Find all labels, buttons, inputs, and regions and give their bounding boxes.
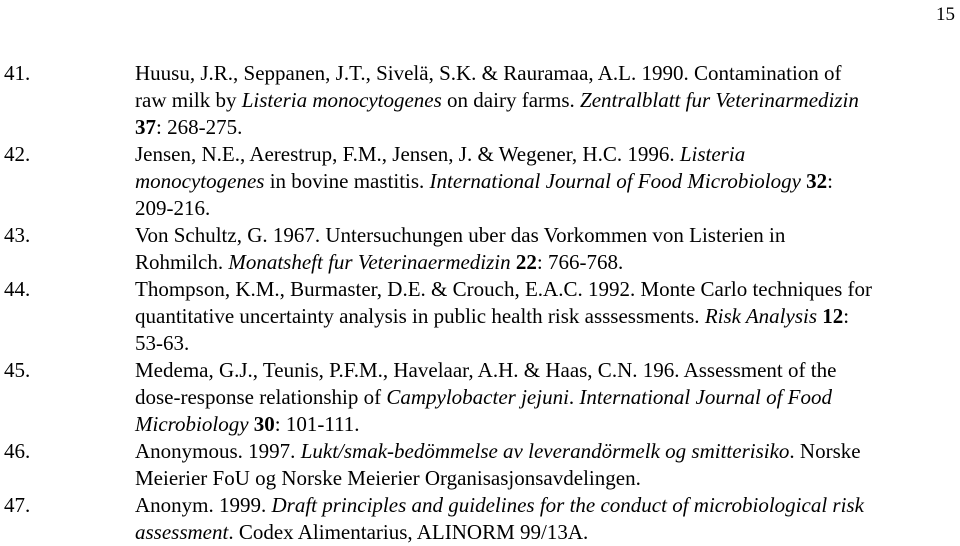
- reference-line: [135, 330, 935, 357]
- text-segment: Thompson, K.M., Burmaster, D.E. & Crouch, E.A.C. 1992. Monte Carlo techniques for: [135, 277, 872, 301]
- reference-line: [135, 411, 935, 438]
- reference-line: [135, 384, 935, 411]
- text-segment: quantitative uncertainty analysis in public health risk asssessments.: [135, 304, 705, 328]
- italic-text: Listeria: [679, 142, 746, 166]
- reference-line: [135, 276, 935, 303]
- volume-number: 12: [822, 304, 844, 328]
- volume-number: 37: [135, 115, 156, 139]
- text-segment: :: [827, 169, 833, 193]
- reference-text: [135, 60, 935, 141]
- text-segment: raw milk by: [135, 88, 242, 112]
- text-segment: : 268-275.: [156, 115, 243, 139]
- reference-line: [135, 114, 935, 141]
- text-segment: .: [568, 385, 580, 409]
- reference-number: 46.: [4, 439, 31, 463]
- reference-text: [135, 276, 935, 357]
- reference-line: [135, 303, 935, 330]
- volume-number: 32: [806, 169, 828, 193]
- text-segment: on dairy farms.: [441, 88, 581, 112]
- italic-text: Risk Analysis: [704, 304, 818, 328]
- text-segment: Jensen, N.E., Aerestrup, F.M., Jensen, J. & Wegener, H.C. 1996.: [135, 142, 680, 166]
- reference-line: [135, 87, 935, 114]
- reference-item: [0, 60, 960, 141]
- reference-number: 44.: [4, 277, 31, 301]
- reference-line: [135, 357, 935, 384]
- text-segment: Von Schultz, G. 1967. Untersuchungen uber das Vorkommen von Listerien in: [135, 223, 786, 247]
- text-segment: . Norske: [789, 439, 861, 463]
- text-segment: . Codex Alimentarius, ALINORM 99/13A.: [228, 520, 589, 544]
- text-segment: 209-216.: [135, 196, 211, 220]
- reference-text: [135, 222, 935, 276]
- reference-number: 41.: [4, 61, 31, 85]
- text-segment: Medema, G.J., Teunis, P.F.M., Havelaar, A.H. & Haas, C.N. 196. Assessment of the: [135, 358, 837, 382]
- italic-text: Microbiology: [135, 412, 249, 436]
- reference-number: 47.: [4, 493, 31, 517]
- reference-line: [135, 249, 935, 276]
- reference-line: [135, 438, 935, 465]
- reference-list: [0, 60, 960, 546]
- reference-line: [135, 195, 935, 222]
- reference-line: [135, 141, 935, 168]
- reference-text: [135, 492, 935, 546]
- text-segment: :: [843, 304, 850, 328]
- italic-text: Draft principles and guidelines for the conduct of microbiological risk: [271, 493, 864, 517]
- text-segment: Anonym. 1999.: [135, 493, 272, 517]
- text-segment: Rohmilch.: [135, 250, 229, 274]
- text-segment: Anonymous. 1997.: [135, 439, 301, 463]
- text-segment: in bovine mastitis.: [264, 169, 430, 193]
- page-number: 15: [936, 4, 955, 25]
- italic-text: Zentralblatt fur Veterinarmedizin: [580, 88, 859, 112]
- italic-text: monocytogenes: [135, 169, 265, 193]
- text-segment: : 766-768.: [536, 250, 624, 274]
- reference-item: [0, 438, 960, 492]
- reference-item: [0, 357, 960, 438]
- reference-item: [0, 492, 960, 546]
- reference-item: [0, 276, 960, 357]
- reference-text: [135, 357, 935, 438]
- reference-line: [135, 222, 935, 249]
- reference-number: 43.: [4, 223, 31, 247]
- text-segment: 53-63.: [135, 331, 190, 355]
- italic-text: International Journal of Food: [579, 385, 832, 409]
- reference-item: [0, 222, 960, 276]
- volume-number: 22: [515, 250, 537, 274]
- reference-item: [0, 141, 960, 222]
- reference-number: 42.: [4, 142, 31, 166]
- volume-number: 30: [253, 412, 275, 436]
- italic-text: Listeria monocytogenes: [241, 88, 442, 112]
- italic-text: Campylobacter jejuni: [386, 385, 569, 409]
- reference-line: [135, 492, 935, 519]
- italic-text: assessment: [135, 520, 229, 544]
- reference-text: [135, 141, 935, 222]
- italic-text: Monatsheft fur Veterinaermedizin: [228, 250, 511, 274]
- text-segment: dose-response relationship of: [135, 385, 387, 409]
- text-segment: Meierier FoU og Norske Meierier Organisasjonsavdelingen.: [135, 466, 641, 490]
- reference-text: [135, 438, 935, 492]
- reference-line: [135, 60, 935, 87]
- reference-line: [135, 168, 935, 195]
- text-segment: : 101-111.: [274, 412, 360, 436]
- reference-number: 45.: [4, 358, 31, 382]
- text-segment: Huusu, J.R., Seppanen, J.T., Sivelä, S.K. & Rauramaa, A.L. 1990. Contamination of: [135, 61, 842, 85]
- reference-line: [135, 465, 935, 492]
- italic-text: Lukt/smak-bedömmelse av leverandörmelk og smitterisiko: [300, 439, 790, 463]
- italic-text: International Journal of Food Microbiology: [429, 169, 801, 193]
